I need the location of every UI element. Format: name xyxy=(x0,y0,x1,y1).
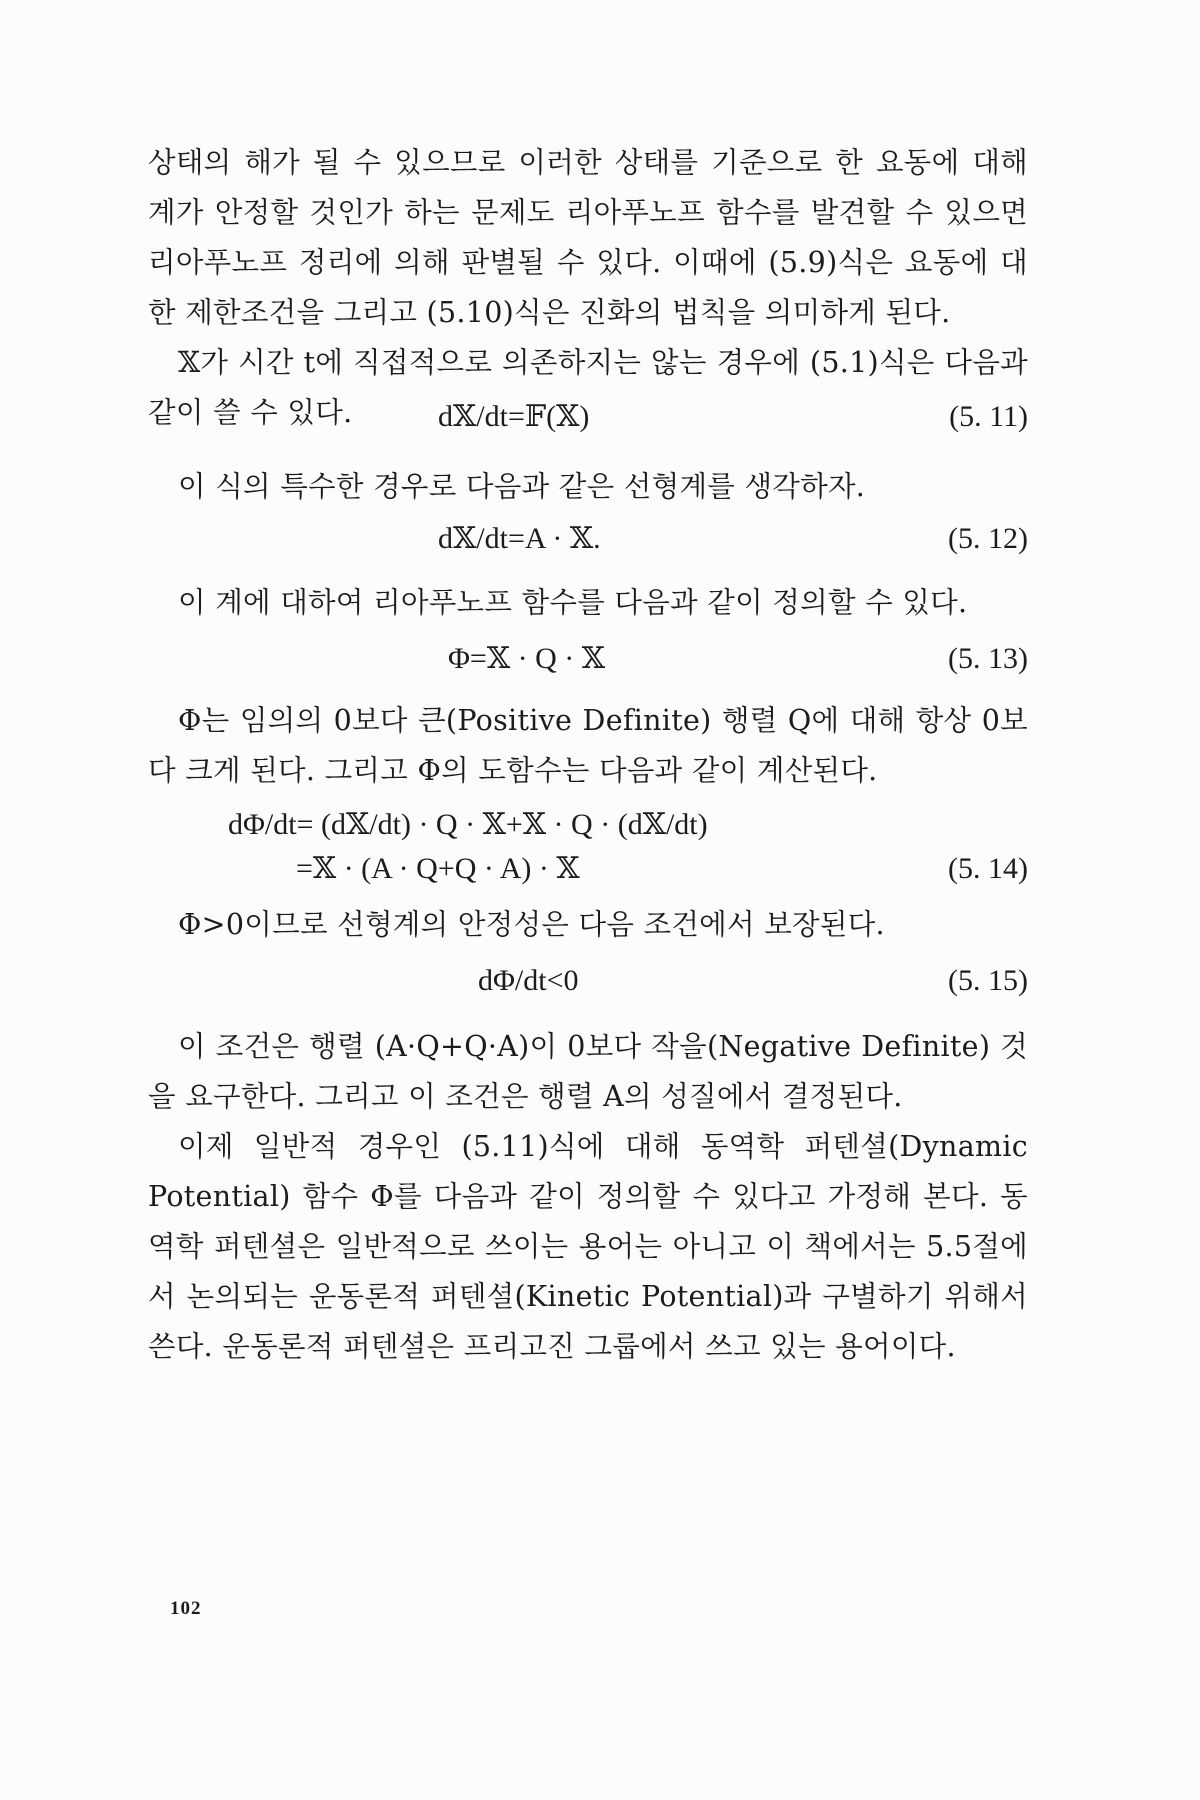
page-number: 102 xyxy=(170,1598,202,1619)
text-block-6 xyxy=(148,1022,1028,1372)
paragraph-2: 𝕏가 시간 t에 직접적으로 의존하지는 않는 경우에 (5.1)식은 다음과 같이 쓸 수 있다. xyxy=(148,346,1028,429)
text-block-4 xyxy=(148,696,1028,796)
text-block-3 xyxy=(148,578,1028,628)
equation-number: (5. 13) xyxy=(948,642,1028,675)
equation-number: (5. 11) xyxy=(949,400,1028,433)
equation-expression: =𝕏 · (A · Q+Q · A) · 𝕏 xyxy=(296,852,580,885)
equation-5-14-line-2 xyxy=(148,844,1028,894)
equation-number: (5. 14) xyxy=(948,852,1028,885)
equation-5-12 xyxy=(148,514,1028,564)
equation-number: (5. 15) xyxy=(948,964,1028,997)
paragraph-3: 이 식의 특수한 경우로 다음과 같은 선형계를 생각하자. xyxy=(178,470,866,503)
text-block-5 xyxy=(148,900,1028,950)
equation-expression: d𝕏/dt=𝔽(𝕏) xyxy=(438,400,590,433)
equation-5-11 xyxy=(148,392,1028,442)
equation-expression: d𝕏/dt=A · 𝕏. xyxy=(438,522,601,555)
equation-expression: dΦ/dt= (d𝕏/dt) · Q · 𝕏+𝕏 · Q · (d𝕏/dt) xyxy=(228,808,708,841)
equation-5-14-line-1 xyxy=(148,800,1028,850)
paragraph-1: 상태의 해가 될 수 있으므로 이러한 상태를 기준으로 한 요동에 대해 계가 안정할 것인가 하는 문제도 리아푸노프 함수를 발견할 수 있으면 리아푸노프 정리에 의해 판별될 수 있다. 이때에 (5.9)식은 요동에 대한 제한조건을 그리고 (5.10)식은 진화의 법칙을 의미하게 된다. xyxy=(148,146,1028,329)
equation-5-13 xyxy=(148,634,1028,684)
equation-expression: Φ=𝕏 · Q · 𝕏 xyxy=(448,642,606,675)
paragraph-4: 이 계에 대하여 리아푸노프 함수를 다음과 같이 정의할 수 있다. xyxy=(178,586,968,619)
equation-expression: dΦ/dt<0 xyxy=(478,964,579,997)
equation-number: (5. 12) xyxy=(948,522,1028,555)
paragraph-5: Φ는 임의의 0보다 큰(Positive Definite) 행렬 Q에 대해 항상 0보다 크게 된다. 그리고 Φ의 도함수는 다음과 같이 계산된다. xyxy=(148,704,1028,787)
equation-5-15 xyxy=(148,956,1028,1006)
paragraph-6: Φ>0이므로 선형계의 안정성은 다음 조건에서 보장된다. xyxy=(178,908,885,941)
paragraph-8: 이제 일반적 경우인 (5.11)식에 대해 동역학 퍼텐셜(Dynamic Potential) 함수 Φ를 다음과 같이 정의할 수 있다고 가정해 본다. 동역학 퍼텐셜은 일반적으로 쓰이는 용어는 아니고 이 책에서는 5.5절에서 논의되는 운동론적 퍼텐셜(Kinetic Potential)과 구별하기 위해서 쓴다. 운동론적 퍼텐셜은 프리고진 그룹에서 쓰고 있는 용어이다. xyxy=(148,1130,1028,1363)
text-block-2 xyxy=(148,462,1028,512)
paragraph-7: 이 조건은 행렬 (A·Q+Q·A)이 0보다 작을(Negative Definite) 것을 요구한다. 그리고 이 조건은 행렬 A의 성질에서 결정된다. xyxy=(148,1030,1028,1113)
